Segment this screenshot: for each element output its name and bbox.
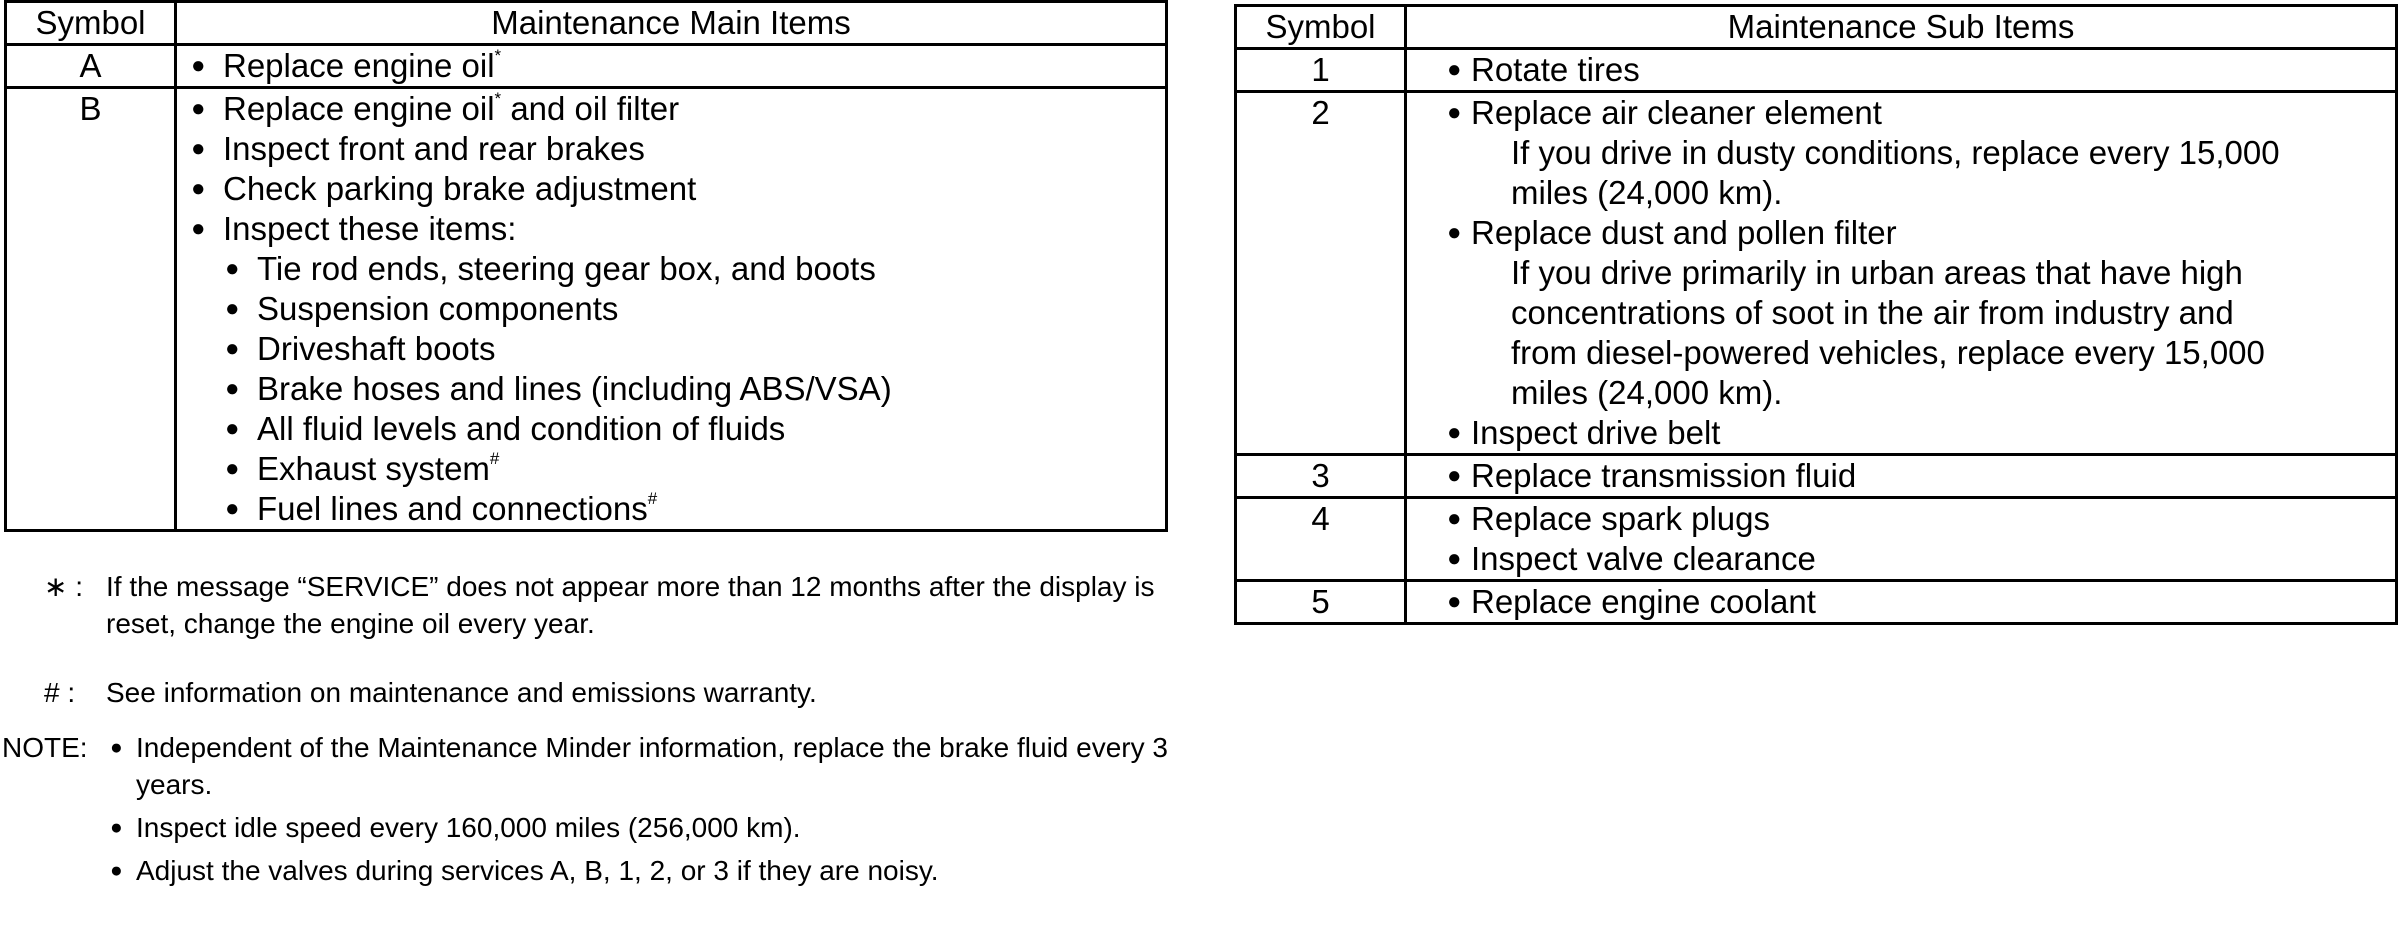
list-item	[177, 46, 1165, 86]
symbol-header: Symbol	[1236, 6, 1406, 49]
list-item	[177, 169, 1165, 209]
item-note	[1407, 173, 2395, 213]
item-text: Driveshaft boots	[257, 330, 496, 367]
symbol-header: Symbol	[6, 2, 176, 45]
header-row	[6, 2, 1167, 45]
symbol-cell: 4	[1236, 498, 1406, 581]
items-cell	[1406, 581, 2397, 624]
footnotes	[0, 568, 1180, 889]
note-item: ● Inspect idle speed every 160,000 miles (256,000 km).	[136, 809, 1180, 846]
list-item	[177, 289, 1165, 329]
list-item	[177, 489, 1165, 529]
list-item	[1407, 539, 2395, 579]
maintenance-sub-items-table	[1234, 4, 2398, 625]
note-item: ● Independent of the Maintenance Minder information, replace the brake fluid every 3 years.	[136, 729, 1180, 803]
table-row	[1236, 49, 2397, 92]
item-text: Inspect valve clearance	[1471, 540, 1816, 577]
asterisk-footnote-text: If the message “SERVICE” does not appear more than 12 months after the display is reset, change the engine oil every year.	[106, 571, 1155, 639]
list-item	[177, 449, 1165, 489]
item-text: concentrations of soot in the air from industry and	[1511, 294, 2234, 331]
symbol-cell: 3	[1236, 455, 1406, 498]
item-note	[1407, 373, 2395, 413]
list-item	[177, 329, 1165, 369]
asterisk-footnote	[0, 568, 1180, 642]
hash-footnote	[0, 674, 1180, 711]
item-note	[1407, 133, 2395, 173]
list-item	[177, 249, 1165, 289]
note-item: ● Adjust the valves during services A, B, 1, 2, or 3 if they are noisy.	[136, 852, 1180, 889]
item-text: Replace air cleaner element	[1471, 94, 1882, 131]
table-row	[1236, 498, 2397, 581]
item-note	[1407, 333, 2395, 373]
footnote-mark: #	[489, 449, 500, 468]
item-text: miles (24,000 km).	[1511, 174, 1783, 211]
item-text: Exhaust system	[257, 450, 490, 487]
item-text: Replace transmission fluid	[1471, 457, 1857, 494]
footnote-mark: #	[647, 489, 658, 508]
footnote-mark: *	[494, 46, 502, 65]
list-item	[177, 89, 1165, 129]
symbol-cell: A	[6, 45, 176, 88]
item-text: If you drive primarily in urban areas that have high	[1511, 254, 2243, 291]
items-cell	[1406, 92, 2397, 455]
item-text: Inspect front and rear brakes	[223, 130, 645, 167]
item-text: Rotate tires	[1471, 51, 1640, 88]
item-text: Replace engine oil	[223, 47, 495, 84]
items-cell	[176, 88, 1167, 531]
list-item	[1407, 582, 2395, 622]
table-row	[1236, 455, 2397, 498]
maintenance-main-items-table	[4, 0, 1168, 532]
list-item	[177, 129, 1165, 169]
items-cell	[1406, 455, 2397, 498]
item-text: Replace spark plugs	[1471, 500, 1770, 537]
hash-footnote-text: See information on maintenance and emissions warranty.	[106, 677, 817, 708]
item-text: Tie rod ends, steering gear box, and boots	[257, 250, 876, 287]
list-item	[1407, 413, 2395, 453]
hash-mark: # :	[44, 677, 76, 708]
items-cell	[1406, 498, 2397, 581]
table-row	[6, 45, 1167, 88]
item-text: If you drive in dusty conditions, replace every 15,000	[1511, 134, 2280, 171]
item-text: Inspect these items:	[223, 210, 517, 247]
symbol-cell: 2	[1236, 92, 1406, 455]
item-text: Inspect drive belt	[1471, 414, 1721, 451]
item-text: miles (24,000 km).	[1511, 374, 1783, 411]
list-item	[1407, 213, 2395, 253]
item-note	[1407, 293, 2395, 333]
items-cell	[1406, 49, 2397, 92]
items-cell	[176, 45, 1167, 88]
table-row	[6, 88, 1167, 531]
item-text: Check parking brake adjustment	[223, 170, 697, 207]
note-label: NOTE:	[2, 732, 88, 763]
list-item	[177, 409, 1165, 449]
list-item	[1407, 499, 2395, 539]
item-text: Replace dust and pollen filter	[1471, 214, 1897, 251]
item-text: Replace engine coolant	[1471, 583, 1816, 620]
item-text: Suspension components	[257, 290, 619, 327]
symbol-cell: 5	[1236, 581, 1406, 624]
item-text: from diesel-powered vehicles, replace every 15,000	[1511, 334, 2265, 371]
items-header: Maintenance Main Items	[176, 2, 1167, 45]
item-text: All fluid levels and condition of fluids	[257, 410, 786, 447]
note-block	[0, 729, 1180, 889]
list-item	[177, 369, 1165, 409]
symbol-cell: 1	[1236, 49, 1406, 92]
table-row	[1236, 581, 2397, 624]
list-item	[1407, 93, 2395, 133]
asterisk-mark: ∗ :	[44, 571, 84, 602]
table-row	[1236, 92, 2397, 455]
footnote-mark: *	[494, 89, 502, 108]
list-item	[1407, 456, 2395, 496]
list-item	[177, 209, 1165, 249]
item-note	[1407, 253, 2395, 293]
item-text: Fuel lines and connections	[257, 490, 648, 527]
items-header: Maintenance Sub Items	[1406, 6, 2397, 49]
item-text: Replace engine oil	[223, 90, 495, 127]
symbol-cell: B	[6, 88, 176, 531]
header-row	[1236, 6, 2397, 49]
list-item	[1407, 50, 2395, 90]
item-text: Brake hoses and lines (including ABS/VSA)	[257, 370, 892, 407]
item-text: and oil filter	[501, 90, 680, 127]
